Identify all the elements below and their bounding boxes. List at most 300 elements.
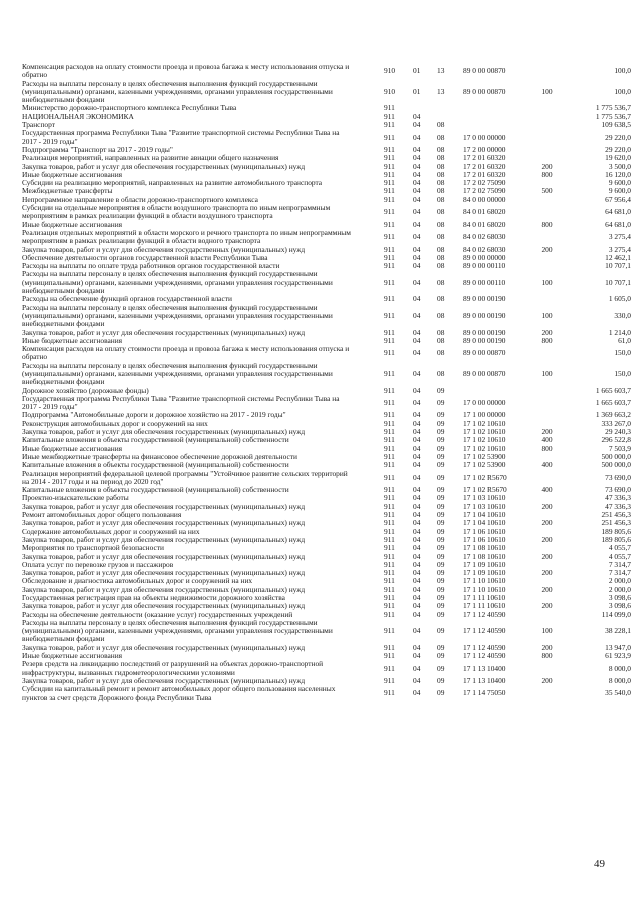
row-ministry-code: 911 xyxy=(384,186,395,196)
row-name: Закупка товаров, работ и услуг для обеспечения государственных (муниципальных) нужд xyxy=(22,327,306,337)
row-expense-type: 200 xyxy=(541,327,553,337)
row-section-code: 04 xyxy=(413,443,421,453)
row-subsection-code: 09 xyxy=(437,543,445,553)
table-row xyxy=(0,229,640,246)
row-subsection-code: 08 xyxy=(437,335,445,345)
row-subsection-code: 09 xyxy=(437,559,445,569)
row-section-code: 04 xyxy=(413,663,421,673)
row-section-code: 04 xyxy=(413,111,421,121)
row-subsection-code: 09 xyxy=(437,510,445,520)
row-name: Реализация отдельных мероприятий в области морского и речного транспорта по иным непрограммным мероприятиям в рамках реализации функций в области водного транспорта xyxy=(22,227,351,246)
row-amount: 7 314,7 xyxy=(608,568,631,578)
row-name: Компенсация расходов на оплату стоимости проезда и провоза багажа к месту использования отпуска и обратно xyxy=(22,62,350,80)
row-amount: 3 275,4 xyxy=(608,244,631,254)
row-subsection-code: 08 xyxy=(437,232,445,242)
row-amount: 35 540,0 xyxy=(605,688,631,698)
row-subsection-code: 09 xyxy=(437,626,445,636)
row-target-article: 89 0 00 00000 xyxy=(463,252,506,262)
row-subsection-code: 09 xyxy=(437,485,445,495)
row-section-code: 04 xyxy=(413,427,421,437)
row-target-article: 89 0 00 00190 xyxy=(463,310,506,320)
row-subsection-code: 08 xyxy=(437,219,445,229)
row-subsection-code: 09 xyxy=(437,534,445,544)
row-ministry-code: 911 xyxy=(384,261,395,271)
row-name: Иные бюджетные ассигнования xyxy=(22,169,123,179)
table-row xyxy=(0,304,640,329)
row-ministry-code: 911 xyxy=(384,294,395,304)
row-ministry-code: 911 xyxy=(384,501,395,511)
row-amount: 1 665 603,7 xyxy=(595,398,631,408)
row-ministry-code: 911 xyxy=(384,609,395,619)
row-name: Расходы на выплаты персоналу в целях обеспечения выполнения функций государственными (муниципальными) органами, казенными учреждениями, органами управления государственными внебюджетными фондами xyxy=(22,78,333,105)
table-row xyxy=(0,345,640,362)
row-amount: 100,0 xyxy=(614,66,631,76)
row-section-code: 04 xyxy=(413,551,421,561)
row-name: Закупка товаров, работ и услуг для обеспечения государственных (муниципальных) нужд xyxy=(22,568,306,578)
row-target-article: 89 0 00 00110 xyxy=(463,261,506,271)
row-subsection-code: 09 xyxy=(437,688,445,698)
row-subsection-code: 09 xyxy=(437,493,445,503)
row-subsection-code: 08 xyxy=(437,120,445,130)
row-name: Подпрограмма "Транспорт на 2017 - 2019 годы" xyxy=(22,144,173,154)
row-ministry-code: 911 xyxy=(384,207,395,217)
row-name: Иные бюджетные ассигнования xyxy=(22,651,123,661)
row-name: Иные межбюджетные трансферты на финансовое обеспечение дорожной деятельности xyxy=(22,451,297,461)
row-amount: 73 690,0 xyxy=(605,485,631,495)
row-target-article: 84 0 01 68020 xyxy=(463,207,506,217)
row-expense-type: 200 xyxy=(541,501,553,511)
row-amount: 73 690,0 xyxy=(605,472,631,482)
row-amount: 189 805,6 xyxy=(601,526,631,536)
table-row xyxy=(0,470,640,487)
row-target-article: 17 2 02 75090 xyxy=(463,178,506,188)
row-expense-type: 400 xyxy=(541,435,553,445)
row-target-article: 84 0 02 68030 xyxy=(463,232,506,242)
row-name: Транспорт xyxy=(22,120,55,130)
row-section-code: 04 xyxy=(413,559,421,569)
row-amount: 114 099,0 xyxy=(601,609,631,619)
row-name: Реконструкция автомобильных дорог и сооружений на них xyxy=(22,418,208,428)
row-subsection-code: 09 xyxy=(437,410,445,420)
row-target-article: 17 1 00 00000 xyxy=(463,410,506,420)
row-ministry-code: 911 xyxy=(384,111,395,121)
row-name: Иные бюджетные ассигнования xyxy=(22,219,123,229)
row-target-article: 89 0 00 00110 xyxy=(463,277,506,287)
row-target-article: 89 0 00 00190 xyxy=(463,294,506,304)
row-section-code: 04 xyxy=(413,601,421,611)
row-subsection-code: 09 xyxy=(437,460,445,470)
row-ministry-code: 911 xyxy=(384,472,395,482)
row-subsection-code: 09 xyxy=(437,398,445,408)
row-amount: 61 923,9 xyxy=(605,651,631,661)
row-subsection-code: 08 xyxy=(437,132,445,142)
row-ministry-code: 910 xyxy=(384,86,396,96)
row-ministry-code: 911 xyxy=(384,642,395,652)
row-ministry-code: 911 xyxy=(384,510,395,520)
row-expense-type: 100 xyxy=(541,86,553,96)
row-ministry-code: 911 xyxy=(384,120,395,130)
row-ministry-code: 911 xyxy=(384,651,395,661)
row-amount: 2 000,0 xyxy=(608,584,631,594)
row-expense-type: 200 xyxy=(541,584,553,594)
row-amount: 2 000,0 xyxy=(608,576,631,586)
row-amount: 1 214,0 xyxy=(608,327,631,337)
row-name: Дорожное хозяйство (дорожные фонды) xyxy=(22,385,149,395)
row-subsection-code: 08 xyxy=(437,327,445,337)
row-name: Ремонт автомобильных дорог общего пользования xyxy=(22,510,182,520)
row-amount: 12 462,1 xyxy=(605,252,631,262)
row-target-article: 89 0 00 00870 xyxy=(463,368,506,378)
row-ministry-code: 911 xyxy=(384,688,395,698)
row-amount: 16 120,0 xyxy=(605,169,631,179)
row-section-code: 04 xyxy=(413,501,421,511)
row-amount: 7 503,9 xyxy=(608,443,631,453)
row-target-article: 17 2 01 60320 xyxy=(463,161,506,171)
row-subsection-code: 08 xyxy=(437,310,445,320)
row-expense-type: 200 xyxy=(541,601,553,611)
row-target-article: 17 1 12 40590 xyxy=(463,626,506,636)
row-name: Государственная программа Республики Тыва "Развитие транспортной системы Республики Тыва на 2017 - 2019 годы" xyxy=(22,128,340,146)
row-ministry-code: 911 xyxy=(384,443,395,453)
row-ministry-code: 911 xyxy=(384,232,395,242)
row-name: Министерство дорожно-транспортного комплекса Республики Тыва xyxy=(22,103,237,113)
row-section-code: 01 xyxy=(413,66,421,76)
row-name: Государственная регистрация прав на объекты недвижимости дорожного хозяйства xyxy=(22,593,285,602)
row-target-article: 84 0 02 68030 xyxy=(463,244,506,254)
row-ministry-code: 911 xyxy=(384,675,395,685)
row-section-code: 04 xyxy=(413,493,421,503)
row-amount: 29 220,0 xyxy=(605,132,631,142)
row-amount: 29 220,0 xyxy=(605,144,631,154)
row-section-code: 04 xyxy=(413,418,421,428)
row-section-code: 04 xyxy=(413,398,421,408)
row-subsection-code: 09 xyxy=(437,675,445,685)
row-subsection-code: 09 xyxy=(437,385,445,395)
row-name: Субсидии на капитальный ремонт и ремонт автомобильных дорог общего пользования населенных пунктов за счет средств Дорожного фонда Республики Тыва xyxy=(22,684,336,702)
row-expense-type: 200 xyxy=(541,551,553,561)
row-ministry-code: 911 xyxy=(384,169,395,179)
row-section-code: 04 xyxy=(413,335,421,345)
row-name: Закупка товаров, работ и услуг для обеспечения государственных (муниципальных) нужд xyxy=(22,601,306,611)
row-ministry-code: 911 xyxy=(384,559,395,569)
row-amount: 1 369 663,2 xyxy=(595,410,631,420)
row-section-code: 04 xyxy=(413,186,421,196)
row-amount: 61,0 xyxy=(618,335,631,345)
row-subsection-code: 09 xyxy=(437,584,445,594)
row-target-article: 17 2 01 60320 xyxy=(463,169,506,179)
row-ministry-code: 911 xyxy=(384,161,395,171)
table-row xyxy=(0,204,640,221)
row-amount: 29 240,3 xyxy=(605,427,631,437)
row-ministry-code: 911 xyxy=(384,244,395,254)
row-section-code: 04 xyxy=(413,534,421,544)
row-target-article: 17 1 04 10610 xyxy=(463,510,506,520)
row-ministry-code: 911 xyxy=(384,526,395,536)
row-target-article: 17 1 02 53900 xyxy=(463,460,506,470)
row-target-article: 17 1 11 10610 xyxy=(463,593,506,602)
row-ministry-code: 911 xyxy=(384,601,395,611)
row-amount: 3 275,4 xyxy=(608,232,631,242)
table-row xyxy=(0,113,640,121)
row-name: Содержание автомобильных дорог и сооружений на них xyxy=(22,526,200,536)
row-ministry-code: 911 xyxy=(384,584,395,594)
row-amount: 109 638,5 xyxy=(601,120,631,130)
row-subsection-code: 08 xyxy=(437,161,445,171)
row-target-article: 89 0 00 00190 xyxy=(463,327,506,337)
row-expense-type: 500 xyxy=(541,186,553,196)
row-subsection-code: 09 xyxy=(437,568,445,578)
row-subsection-code: 08 xyxy=(437,348,445,358)
row-name: Капитальные вложения в объекты государственной (муниципальной) собственности xyxy=(22,435,289,445)
row-expense-type: 100 xyxy=(541,626,553,636)
row-subsection-code: 09 xyxy=(437,526,445,536)
row-subsection-code: 08 xyxy=(437,244,445,254)
row-name: Закупка товаров, работ и услуг для обеспечения государственных (муниципальных) нужд xyxy=(22,675,306,685)
row-name: Расходы на выплаты персоналу в целях обеспечения выполнения функций государственными (муниципальными) органами, казенными учреждениями, органами управления государственными внебюджетными фондами xyxy=(22,269,333,296)
row-ministry-code: 911 xyxy=(384,368,395,378)
row-subsection-code: 08 xyxy=(437,261,445,271)
row-name: Капитальные вложения в объекты государственной (муниципальной) собственности xyxy=(22,460,289,470)
row-section-code: 04 xyxy=(413,568,421,578)
row-section-code: 04 xyxy=(413,642,421,652)
row-ministry-code: 910 xyxy=(384,66,396,76)
row-target-article: 89 0 00 00190 xyxy=(463,335,506,345)
row-ministry-code: 911 xyxy=(384,543,395,553)
row-section-code: 04 xyxy=(413,451,421,461)
row-target-article: 17 2 00 00000 xyxy=(463,144,506,154)
row-section-code: 04 xyxy=(413,261,421,271)
row-ministry-code: 911 xyxy=(384,310,395,320)
row-ministry-code: 911 xyxy=(384,568,395,578)
row-section-code: 04 xyxy=(413,244,421,254)
row-section-code: 04 xyxy=(413,609,421,619)
table-row xyxy=(0,395,640,412)
row-ministry-code: 911 xyxy=(384,194,395,204)
row-subsection-code: 09 xyxy=(437,663,445,673)
row-name: Реализация мероприятий федеральной целевой программы "Устойчивое развитие сельских территорий на 2014 - 2017 годы и на период до 2020 год" xyxy=(22,468,348,486)
row-amount: 9 600,0 xyxy=(608,186,631,196)
row-section-code: 04 xyxy=(413,584,421,594)
row-expense-type: 200 xyxy=(541,518,553,528)
row-amount: 67 956,4 xyxy=(605,194,631,204)
row-target-article: 17 1 02 10610 xyxy=(463,418,506,428)
row-amount: 9 600,0 xyxy=(608,178,631,188)
row-amount: 4 055,7 xyxy=(608,551,631,561)
row-amount: 7 314,7 xyxy=(608,559,631,569)
row-target-article: 17 1 10 10610 xyxy=(463,584,506,594)
row-ministry-code: 911 xyxy=(384,427,395,437)
row-name: Закупка товаров, работ и услуг для обеспечения государственных (муниципальных) нужд xyxy=(22,642,306,652)
row-section-code: 04 xyxy=(413,207,421,217)
row-section-code: 04 xyxy=(413,348,421,358)
row-expense-type: 200 xyxy=(541,161,553,171)
row-ministry-code: 911 xyxy=(384,485,395,495)
row-section-code: 04 xyxy=(413,161,421,171)
row-target-article: 17 1 10 10610 xyxy=(463,576,506,586)
row-subsection-code: 09 xyxy=(437,601,445,611)
row-target-article: 17 1 02 10610 xyxy=(463,435,506,445)
row-target-article: 17 1 02 R5670 xyxy=(463,485,507,495)
row-name: Расходы на выплаты по оплате труда работников органов государственной власти xyxy=(22,261,280,271)
row-expense-type: 800 xyxy=(541,169,553,179)
row-amount: 100,0 xyxy=(614,86,631,96)
row-name: Закупка товаров, работ и услуг для обеспечения государственных (муниципальных) нужд xyxy=(22,584,306,594)
row-name: Непрограммное направление в области дорожно-транспортного комплекса xyxy=(22,194,258,204)
row-amount: 10 707,1 xyxy=(605,261,631,271)
row-amount: 251 456,3 xyxy=(601,518,631,528)
row-target-article: 17 1 06 10610 xyxy=(463,534,506,544)
row-name: Расходы на выплаты персоналу в целях обеспечения выполнения функций государственными (муниципальными) органами, казенными учреждениями, органами управления государственными внебюджетными фондами xyxy=(22,617,333,644)
row-subsection-code: 09 xyxy=(437,593,445,602)
row-amount: 500 000,0 xyxy=(601,451,631,461)
row-name: Оплата услуг по перевозке грузов и пассажиров xyxy=(22,559,174,569)
row-subsection-code: 09 xyxy=(437,427,445,437)
row-target-article: 17 1 08 10610 xyxy=(463,551,506,561)
row-target-article: 17 2 01 60320 xyxy=(463,153,506,163)
row-amount: 1 605,0 xyxy=(608,294,631,304)
row-target-article: 84 0 01 68020 xyxy=(463,219,506,229)
table-row xyxy=(0,660,640,677)
row-expense-type: 100 xyxy=(541,277,553,287)
row-name: Резерв средств на ликвидацию последствий от разрушений на объектах дорожно-транспортной инфраструктуры, вызванных гидрометеорологическими условиями xyxy=(22,659,324,677)
row-name: Мероприятия по транспортной безопасности xyxy=(22,543,164,553)
row-section-code: 04 xyxy=(413,460,421,470)
row-amount: 1 775 536,7 xyxy=(595,103,631,113)
row-section-code: 04 xyxy=(413,252,421,262)
row-ministry-code: 911 xyxy=(384,534,395,544)
row-target-article: 17 1 13 10400 xyxy=(463,663,506,673)
row-ministry-code: 911 xyxy=(384,335,395,345)
row-amount: 500 000,0 xyxy=(601,460,631,470)
row-amount: 19 620,0 xyxy=(605,153,631,163)
row-amount: 8 000,0 xyxy=(608,675,631,685)
row-name: НАЦИОНАЛЬНАЯ ЭКОНОМИКА xyxy=(22,111,134,121)
row-ministry-code: 911 xyxy=(384,398,395,408)
row-amount: 10 707,1 xyxy=(605,277,631,287)
row-section-code: 04 xyxy=(413,593,421,602)
row-section-code: 04 xyxy=(413,485,421,495)
row-ministry-code: 911 xyxy=(384,348,395,358)
row-name: Реализация мероприятий, направленных на развитие авиации общего назначения xyxy=(22,153,279,163)
row-expense-type: 800 xyxy=(541,651,553,661)
row-section-code: 04 xyxy=(413,219,421,229)
row-amount: 330,0 xyxy=(614,310,631,320)
row-subsection-code: 09 xyxy=(437,642,445,652)
row-target-article: 17 1 11 10610 xyxy=(463,601,506,611)
row-amount: 3 098,6 xyxy=(608,601,631,611)
row-target-article: 17 1 12 40590 xyxy=(463,651,506,661)
row-target-article: 17 1 02 10610 xyxy=(463,427,506,437)
row-ministry-code: 911 xyxy=(384,493,395,503)
row-ministry-code: 911 xyxy=(384,178,395,188)
row-section-code: 04 xyxy=(413,232,421,242)
row-amount: 13 947,0 xyxy=(605,642,631,652)
row-amount: 189 805,6 xyxy=(601,534,631,544)
row-name: Государственная программа Республики Тыва "Развитие транспортной системы Республики Тыва на 2017 - 2019 годы" xyxy=(22,393,340,412)
row-name: Расходы на обеспечение деятельности (оказание услуг) государственных учреждений xyxy=(22,609,293,619)
row-ministry-code: 911 xyxy=(384,418,395,428)
row-subsection-code: 08 xyxy=(437,368,445,378)
row-section-code: 04 xyxy=(413,385,421,395)
row-ministry-code: 911 xyxy=(384,327,395,337)
row-subsection-code: 09 xyxy=(437,518,445,528)
table-row xyxy=(0,685,640,702)
row-expense-type: 400 xyxy=(541,485,553,495)
row-expense-type: 200 xyxy=(541,244,553,254)
table-row xyxy=(0,63,640,80)
row-target-article: 17 1 09 10610 xyxy=(463,568,506,578)
row-target-article: 17 0 00 00000 xyxy=(463,398,506,408)
row-expense-type: 800 xyxy=(541,219,553,229)
row-name: Расходы на обеспечение функций органов государственной власти xyxy=(22,294,232,304)
row-target-article: 17 1 12 40590 xyxy=(463,642,506,652)
row-name: Капитальные вложения в объекты государственной (муниципальной) собственности xyxy=(22,485,289,495)
row-section-code: 04 xyxy=(413,510,421,520)
row-name: Закупка товаров, работ и услуг для обеспечения государственных (муниципальных) нужд xyxy=(22,551,306,561)
row-target-article: 17 1 02 53900 xyxy=(463,451,506,461)
row-section-code: 04 xyxy=(413,472,421,482)
row-section-code: 04 xyxy=(413,277,421,287)
row-amount: 1 775 536,7 xyxy=(595,111,631,121)
row-target-article: 17 1 13 10400 xyxy=(463,675,506,685)
row-name: Расходы на выплаты персоналу в целях обеспечения выполнения функций государственными (муниципальными) органами, казенными учреждениями, органами управления государственными внебюджетными фондами xyxy=(22,302,333,329)
row-target-article: 17 1 09 10610 xyxy=(463,559,506,569)
row-target-article: 84 0 00 00000 xyxy=(463,194,506,204)
row-ministry-code: 911 xyxy=(384,435,395,445)
row-name: Закупка товаров, работ и услуг для обеспечения государственных (муниципальных) нужд xyxy=(22,161,306,171)
row-ministry-code: 911 xyxy=(384,252,395,262)
row-name: Компенсация расходов на оплату стоимости проезда и провоза багажа к месту использования отпуска и обратно xyxy=(22,344,350,362)
row-ministry-code: 911 xyxy=(384,593,395,602)
row-subsection-code: 08 xyxy=(437,153,445,163)
row-amount: 47 336,3 xyxy=(605,493,631,503)
row-subsection-code: 08 xyxy=(437,277,445,287)
row-amount: 47 336,3 xyxy=(605,501,631,511)
row-amount: 64 681,0 xyxy=(605,207,631,217)
row-name: Закупка товаров, работ и услуг для обеспечения государственных (муниципальных) нужд xyxy=(22,427,306,437)
row-ministry-code: 911 xyxy=(384,385,395,395)
row-section-code: 04 xyxy=(413,435,421,445)
row-ministry-code: 911 xyxy=(384,219,395,229)
row-target-article: 17 0 00 00000 xyxy=(463,132,506,142)
row-name: Межбюджетные трансферты xyxy=(22,186,113,196)
row-name: Обследование и диагностика автомобильных дорог и сооружений на них xyxy=(22,576,253,586)
table-row xyxy=(0,362,640,387)
row-name: Закупка товаров, работ и услуг для обеспечения государственных (муниципальных) нужд xyxy=(22,518,306,528)
table-row xyxy=(0,619,640,644)
row-section-code: 01 xyxy=(413,86,421,96)
table-row xyxy=(0,80,640,105)
row-amount: 3 500,0 xyxy=(608,161,631,171)
row-section-code: 04 xyxy=(413,144,421,154)
row-subsection-code: 09 xyxy=(437,551,445,561)
row-section-code: 04 xyxy=(413,327,421,337)
row-name: Иные бюджетные ассигнования xyxy=(22,443,123,453)
row-ministry-code: 911 xyxy=(384,132,395,142)
row-amount: 4 055,7 xyxy=(608,543,631,553)
row-name: Субсидии на отдельные мероприятия в области воздушного транспорта по иным непрограммным мероприятиям в рамках реализации функций в области воздушного транспорта xyxy=(22,203,331,221)
page-number: 49 xyxy=(594,858,605,870)
row-target-article: 17 2 02 75090 xyxy=(463,186,506,196)
row-ministry-code: 911 xyxy=(384,460,395,470)
row-name: Расходы на выплаты персоналу в целях обеспечения выполнения функций государственными (муниципальными) органами, казенными учреждениями, органами управления государственными внебюджетными фондами xyxy=(22,360,333,387)
row-ministry-code: 911 xyxy=(384,153,395,163)
row-subsection-code: 08 xyxy=(437,294,445,304)
row-amount: 8 000,0 xyxy=(608,663,631,673)
row-expense-type: 800 xyxy=(541,335,553,345)
row-target-article: 17 1 03 10610 xyxy=(463,493,506,503)
row-subsection-code: 08 xyxy=(437,178,445,188)
